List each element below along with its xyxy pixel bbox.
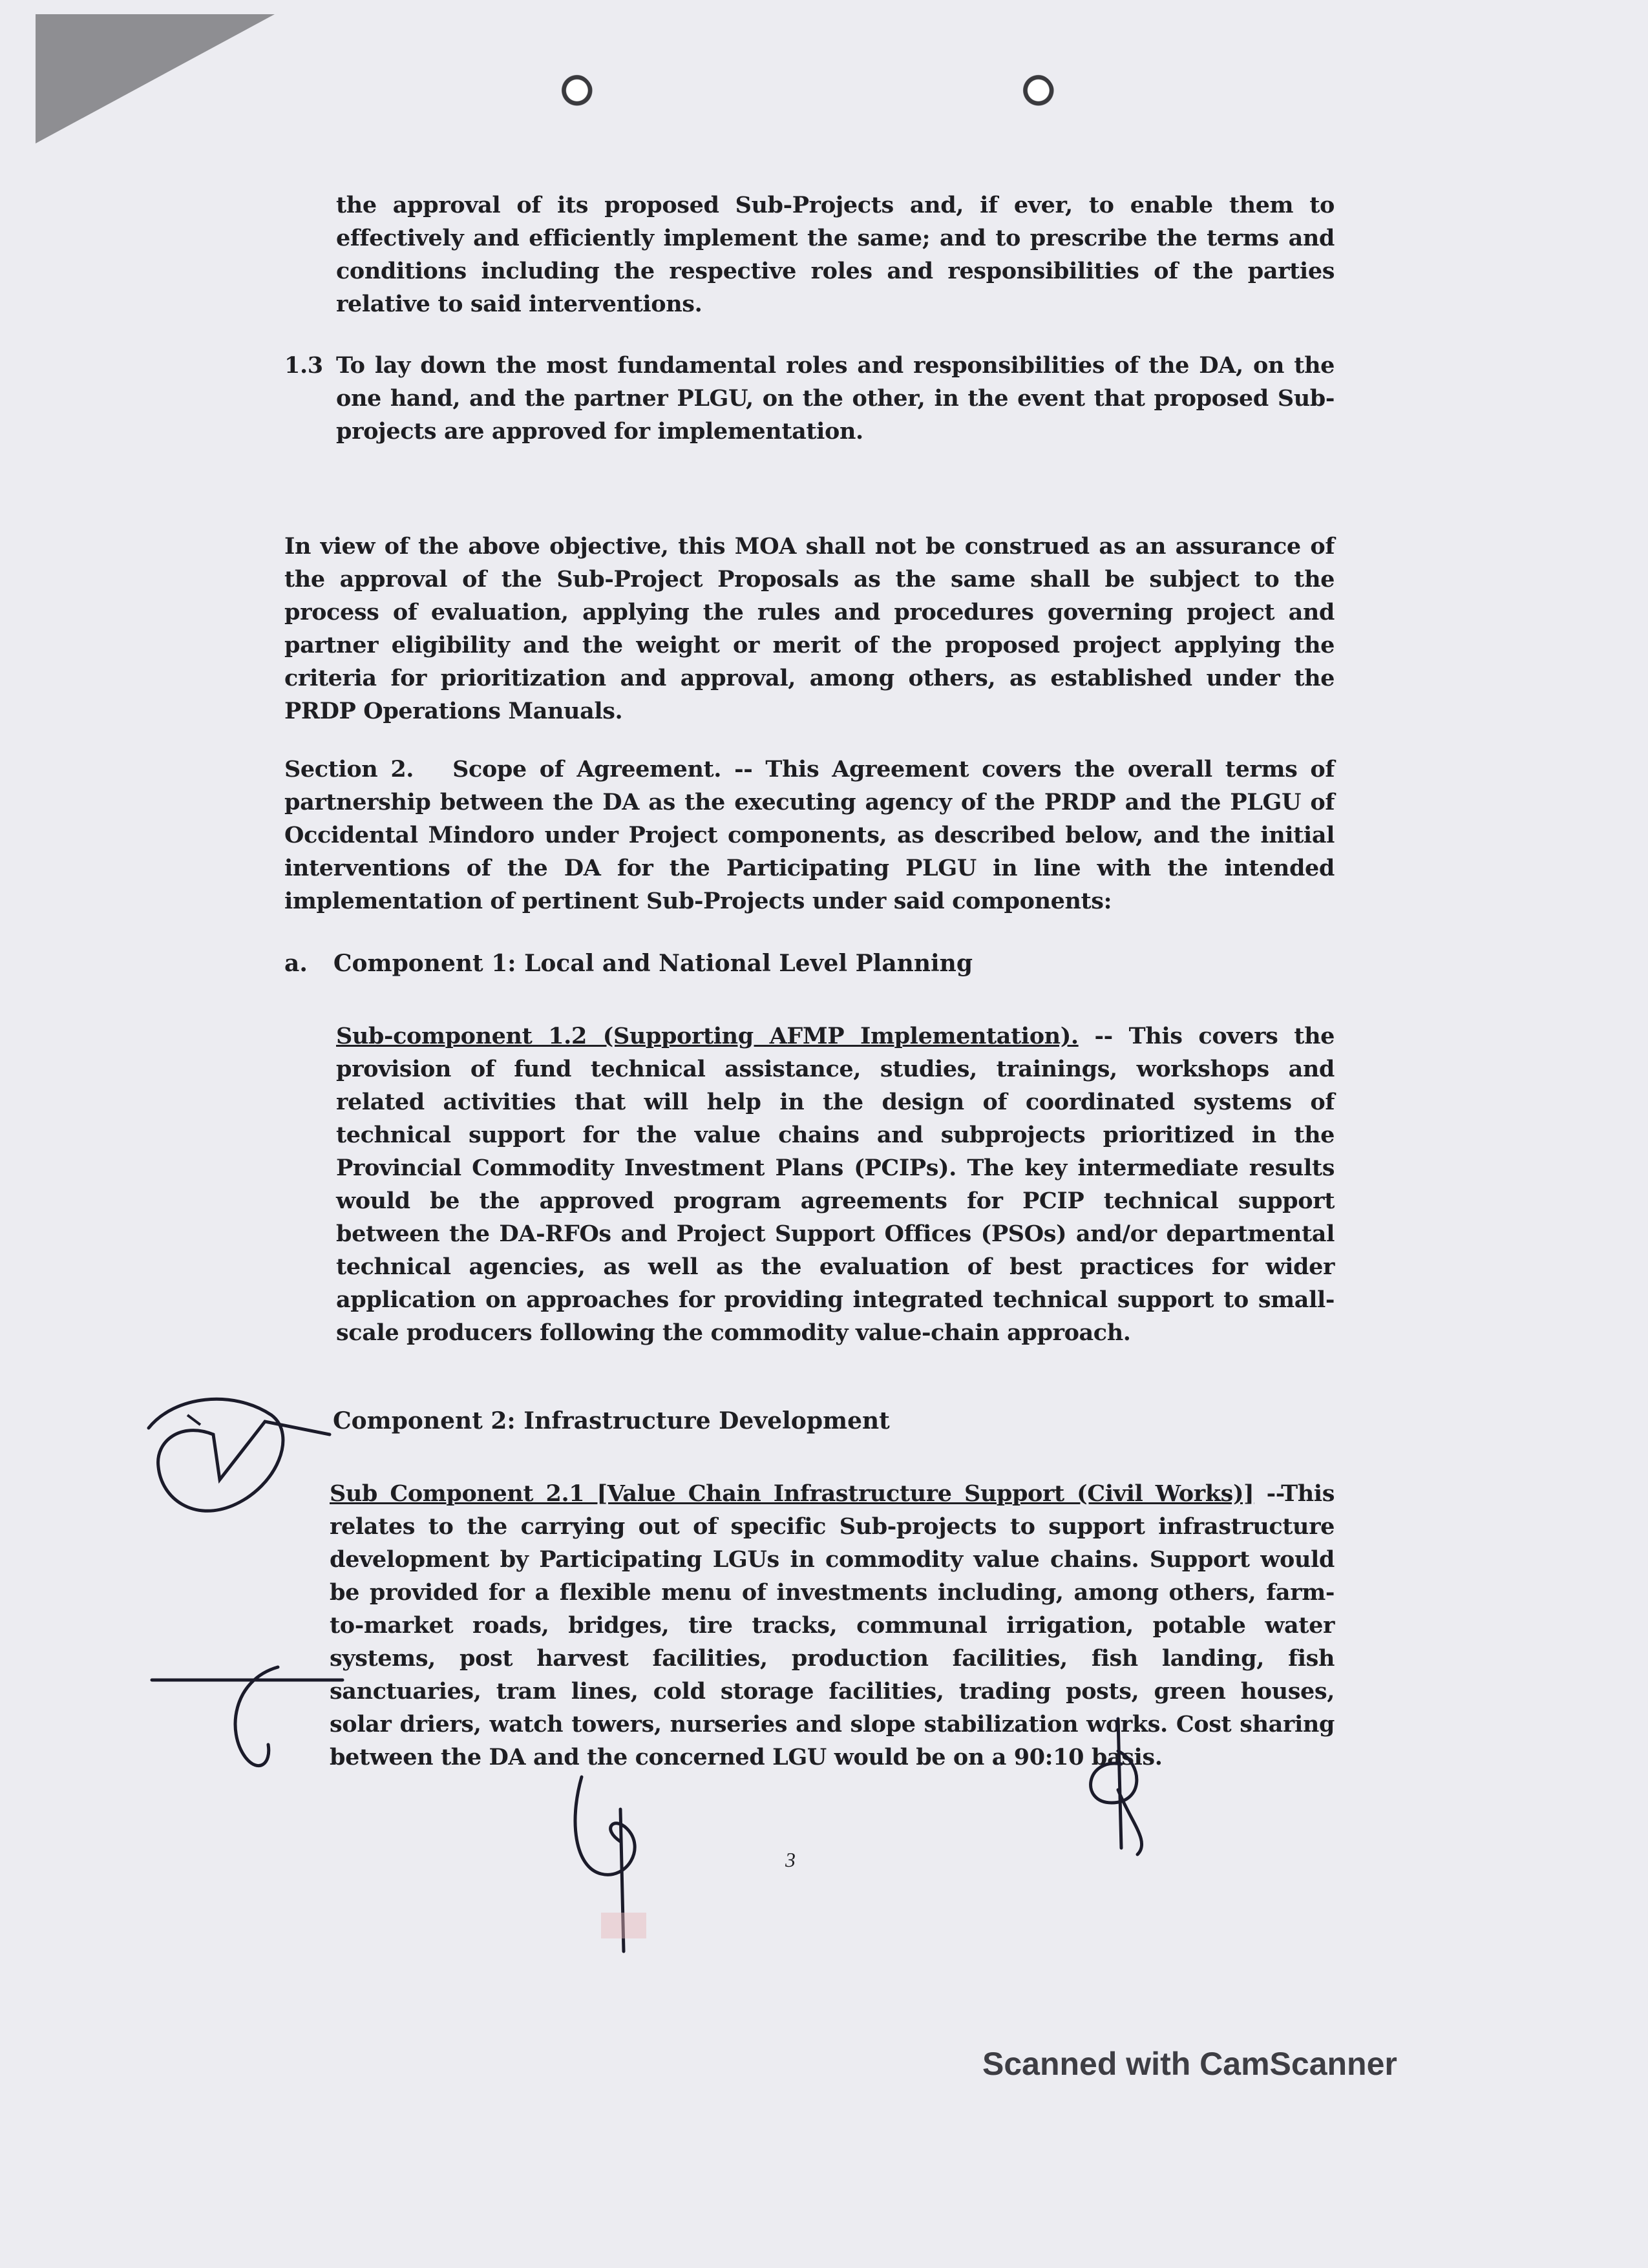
item-1-3 [284, 349, 1335, 448]
section-2-paragraph [284, 753, 1335, 918]
component-2-heading [333, 1405, 890, 1438]
folded-corner [36, 14, 275, 143]
view-paragraph [284, 530, 1335, 728]
punch-hole-right [1019, 74, 1055, 114]
item-1-3-number: 1.3 [284, 352, 323, 379]
subcomponent-1-2-text: -- This covers the provision of fund technical assistance, studies, trainings, workshops and related activities that will help in the design of coordinated systems of technical support for the value chains and subprojects prioritized in the Provincial Commodity Investment Plans (PCIPs). The key intermediate results would be the approved program agreements for PCIP technical support between the DA-RFOs and Project Support Offices (PSOs) and/or departmental technical agencies, as well as the evaluation of best practices for wider application on approaches for providing integrated technical support to small-scale producers following the commodity value-chain approach. [336, 1023, 1335, 1346]
component-1-letter: a. [284, 950, 308, 977]
intro-continuation-paragraph [336, 189, 1335, 320]
subcomponent-1-2-title: Sub-component 1.2 (Supporting AFMP Implementation). [336, 1023, 1079, 1049]
component-1-heading [284, 947, 973, 980]
initials-signature-left-1 [136, 1376, 349, 1525]
component-1-title: Component 1: Local and National Level Planning [333, 950, 973, 977]
subcomponent-2-1-text: --This relates to the carrying out of specific Sub-projects to support infrastructure development by Participating LGUs in commodity value chains. Support would be provided for a flexible menu of investments including, among others, farm-to-market roads, bridges, tire tracks, communal irrigation, potable water systems, post harvest facilities, production facilities, fish landing, fish sanctuaries, tram lines, cold storage facilities, trading posts, green houses, solar driers, watch towers, nurseries and slope stabilization works. Cost sharing between the DA and the concerned LGU would be on a 90:10 basis. [330, 1480, 1335, 1770]
scanner-watermark: Scanned with CamScanner [982, 2046, 1397, 2082]
subcomponent-2-1-title: Sub Component 2.1 [Value Chain Infrastructure Support (Civil Works)] [330, 1480, 1254, 1507]
initials-signature-left-2 [149, 1654, 355, 1783]
view-paragraph-text: In view of the above objective, this MOA shall not be construed as an assurance of the approval of the Sub-Project Proposals as the same shall be subject to the process of evaluation, applying the rules and procedures governing project and partner eligibility and the weight or merit of the proposed project applying the criteria for prioritization and approval, among others, as established under the PRDP Operations Manuals. [284, 533, 1335, 724]
page-number: 3 [785, 1848, 796, 1871]
section-2-text: -- This Agreement covers the overall terms of partnership between the DA as the executing agency of the PRDP and the PLGU of Occidental Mindoro under Project components, as described below, and the initial interventions of the DA for the Participating PLGU in line with the intended implementation of pertinent Sub-Projects under said components: [284, 756, 1335, 914]
subcomponent-2-1-paragraph [330, 1477, 1335, 1774]
punch-hole-left [557, 74, 593, 114]
intro-continuation-text: the approval of its proposed Sub-Projects and, if ever, to enable them to effectively and efficiently implement the same; and to prescribe the terms and conditions including the respective roles and responsibilities of the parties relative to said interventions. [336, 192, 1335, 317]
component-2-title: Component 2: Infrastructure Development [333, 1407, 890, 1434]
subcomponent-1-2-paragraph [336, 1020, 1335, 1349]
item-1-3-text: To lay down the most fundamental roles and responsibilities of the DA, on the one hand, and the partner PLGU, on the other, in the event that proposed Sub-projects are approved for implementation. [336, 352, 1335, 445]
section-2-label: Section 2. [284, 756, 414, 782]
section-2-title: Scope of Agreement. [452, 756, 722, 782]
initials-signature-bottom [562, 1770, 692, 1964]
